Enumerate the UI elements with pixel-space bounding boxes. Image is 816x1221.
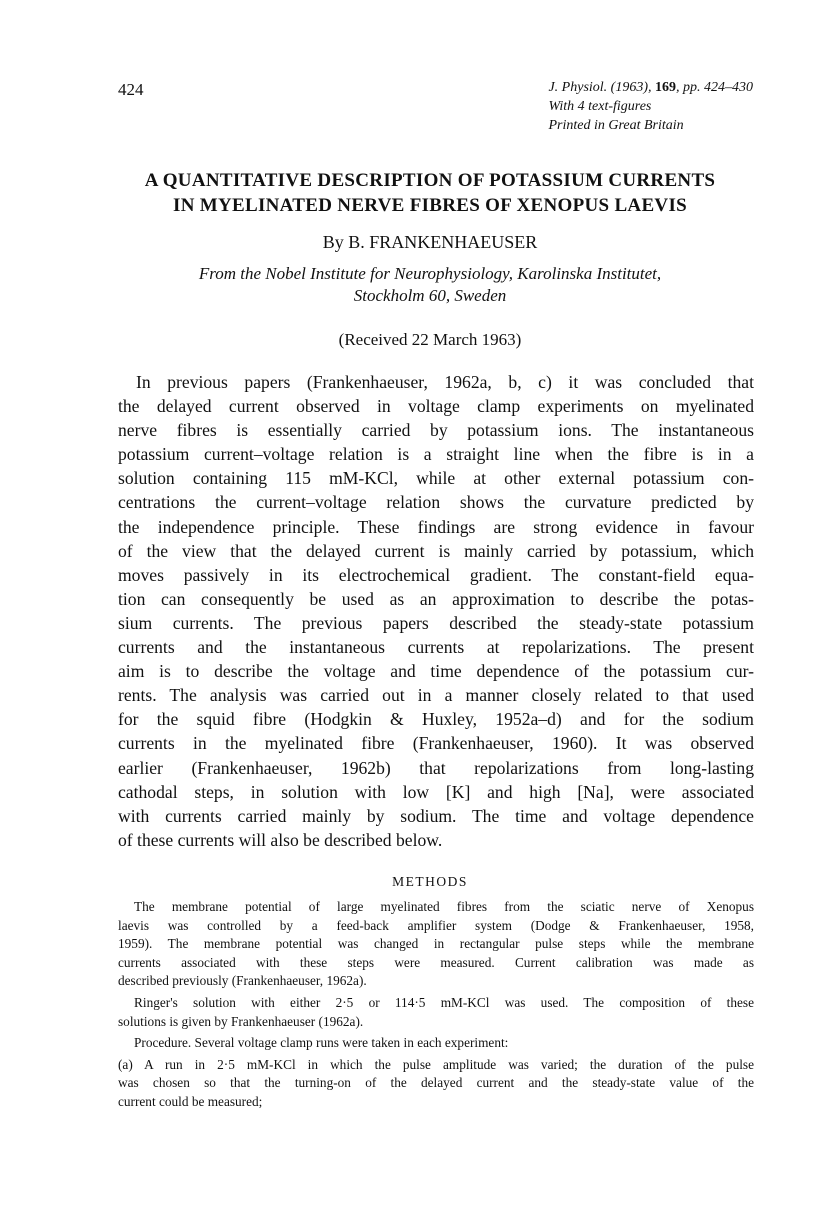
methods-line: solutions is given by Frankenhaeuser (1962a). [118, 1013, 364, 1029]
procedure-line: Procedure. Several voltage clamp runs were taken in each experiment: [134, 1035, 509, 1051]
intro-line: tion can consequently be used as an approximation to describe the potas- [118, 588, 754, 609]
figures-line: With 4 text-figures [548, 99, 652, 114]
intro-line: centrations the current–voltage relation shows the curvature predicted by [118, 492, 754, 513]
intro-line: sium currents. The previous papers described the steady-state potassium [118, 612, 754, 633]
methods-heading: METHODS [392, 874, 468, 889]
intro-line: solution containing 115 mM-KCl, while at other external potassium con- [118, 468, 754, 489]
intro-line: for the squid fibre (Hodgkin & Huxley, 1952a–d) and for the sodium [118, 709, 754, 730]
page-number: 424 [118, 80, 144, 99]
article-title [100, 168, 760, 218]
intro-line: nerve fibres is essentially carried by potassium ions. The instantaneous [118, 420, 754, 441]
intro-line: the delayed current observed in voltage clamp experiments on myelinated [118, 396, 754, 417]
methods-line: described previously (Frankenhaeuser, 1962a). [118, 973, 367, 989]
intro-line: with currents carried mainly by sodium. The time and voltage dependence [118, 805, 754, 826]
printed-line: Printed in Great Britain [548, 118, 684, 133]
affiliation [100, 263, 760, 307]
intro-line: potassium current–voltage relation is a straight line when the fibre is in a [118, 444, 754, 465]
received-date: (Received 22 March 1963) [338, 330, 522, 349]
methods-section [118, 898, 754, 1112]
methods-line: current could be measured; [118, 1093, 263, 1109]
methods-line: (a) A run in 2·5 mM-KCl in which the pulse amplitude was varied; the duration of the pulse [118, 1056, 754, 1072]
methods-line: The membrane potential of large myelinated fibres from the sciatic nerve of Xenopus [134, 899, 754, 914]
intro-line: aim is to describe the voltage and time dependence of the potassium cur- [118, 661, 754, 682]
intro-line: cathodal steps, in solution with low [K] and high [Na], were associated [118, 781, 754, 802]
journal-citation [548, 78, 753, 135]
intro-line: currents and the instantaneous currents at repolarizations. The present [118, 637, 754, 658]
introduction-paragraph [118, 370, 754, 852]
intro-line: earlier (Frankenhaeuser, 1962b) that repolarizations from long-lasting [118, 757, 754, 778]
intro-line: rents. The analysis was carried out in a manner closely related to that used [118, 685, 754, 706]
title-line: IN MYELINATED NERVE FIBRES OF XENOPUS LAEVIS [173, 195, 687, 216]
methods-line: Ringer's solution with either 2·5 or 114·5 mM-KCl was used. The composition of these [134, 994, 754, 1010]
methods-line: currents associated with these steps were measured. Current calibration was made as [118, 954, 754, 970]
intro-line: currents in the myelinated fibre (Frankenhaeuser, 1960). It was observed [118, 733, 754, 754]
affiliation-line: From the Nobel Institute for Neurophysiology, Karolinska Institutet, [198, 264, 662, 283]
title-line: A QUANTITATIVE DESCRIPTION OF POTASSIUM CURRENTS [144, 170, 716, 191]
methods-line: laevis was controlled by a feed-back amplifier system (Dodge & Frankenhaeuser, 1958, [118, 917, 754, 933]
intro-line: moves passively in its electrochemical gradient. The constant-field equa- [118, 564, 754, 585]
intro-line: the independence principle. These findings are strong evidence in favour [118, 516, 754, 537]
author-byline: By B. FRANKENHAEUSER [322, 232, 538, 252]
methods-line: 1959). The membrane potential was changed in rectangular pulse steps while the membrane [118, 936, 754, 952]
intro-line: of the view that the delayed current is mainly carried by potassium, which [118, 540, 754, 561]
journal-line: J. Physiol. (1963), 169, pp. 424–430 [548, 80, 753, 95]
affiliation-line: Stockholm 60, Sweden [353, 286, 507, 305]
intro-line: of these currents will also be described below. [118, 829, 443, 850]
intro-line: In previous papers (Frankenhaeuser, 1962a, b, c) it was concluded that [136, 372, 754, 392]
methods-line: was chosen so that the turning-on of the delayed current and the steady-state value of the [118, 1075, 754, 1091]
